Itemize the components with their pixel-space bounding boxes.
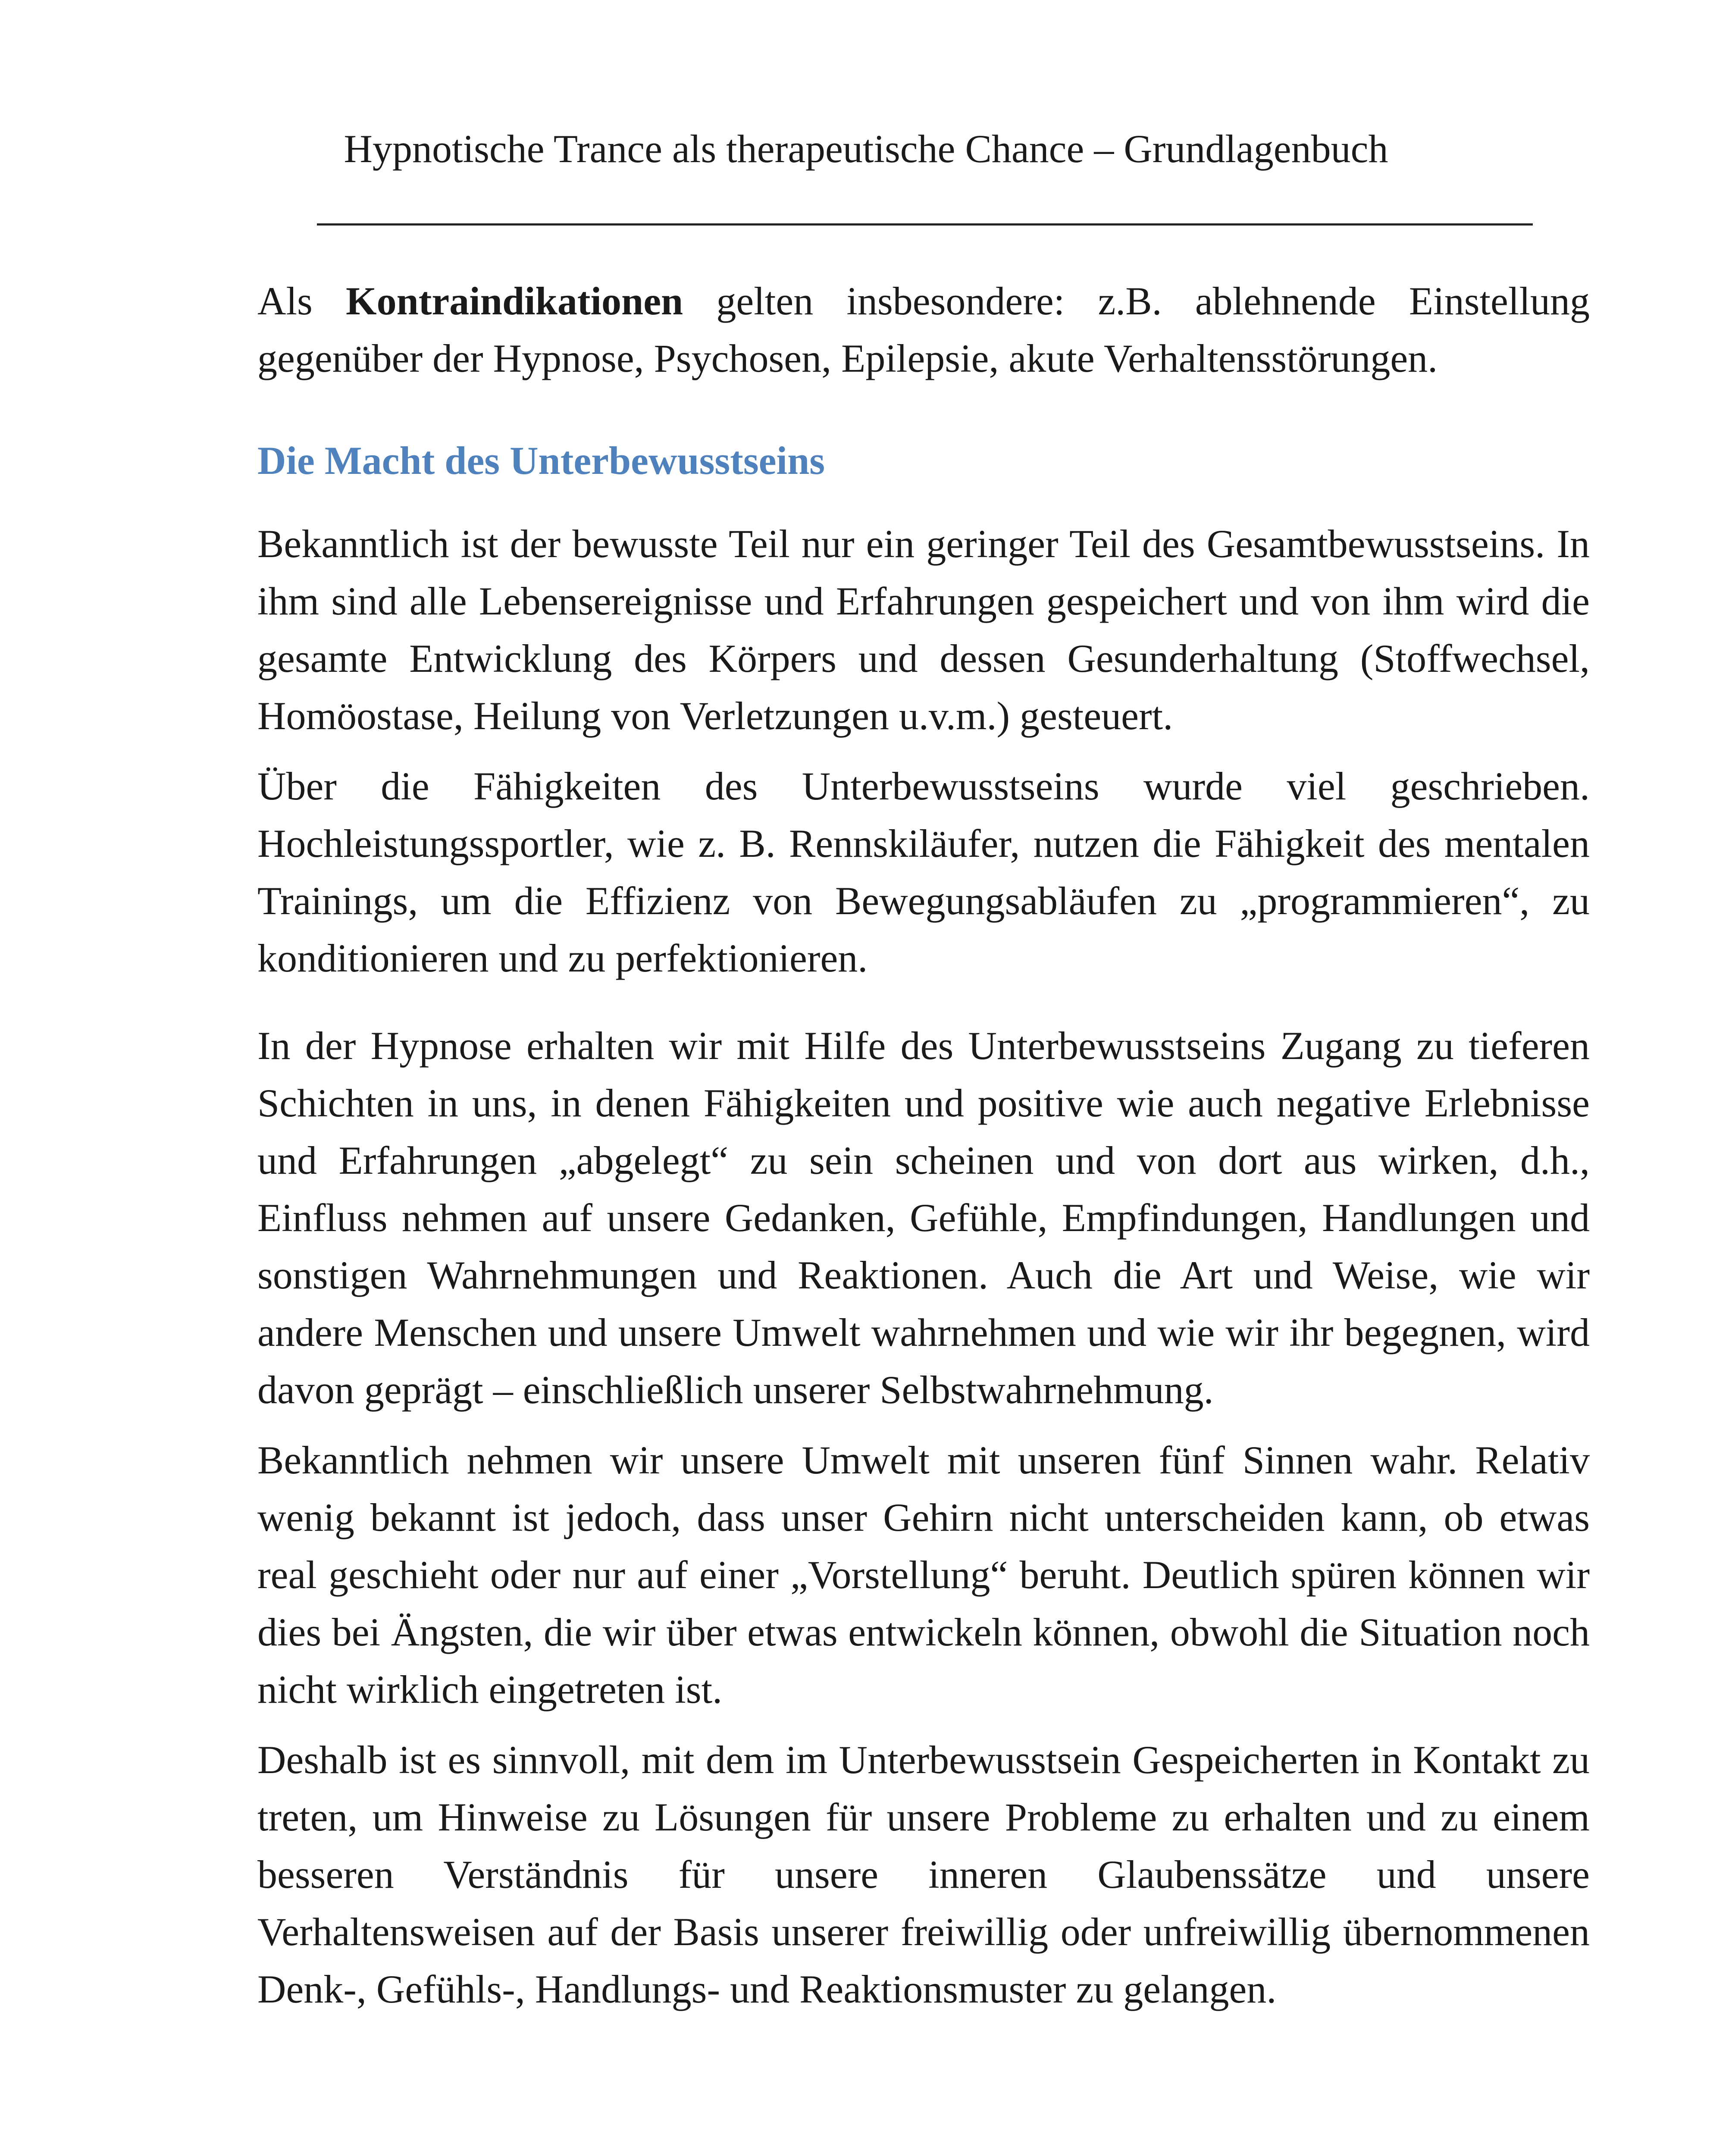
paragraph-1: Bekanntlich ist der bewusste Teil nur ein geringer Teil des Gesamtbewusstseins. In ihm sind alle Lebensereignisse und Erfahrungen gespeichert und von ihm wird die gesamte Entwicklung des Körpers und dessen Gesunderhaltung (Stoffwechsel, Homöostase, Heilung von Verletzungen u.v.m.) gesteuert. xyxy=(257,522,1590,738)
section-heading: Die Macht des Unterbewusstseins xyxy=(257,439,825,483)
contraindications-term: Kontraindikationen xyxy=(346,279,683,323)
paragraph-2: Über die Fähigkeiten des Unterbewusstseins wurde viel geschrieben. Hochleistungssportler, wie z. B. Rennskiläufer, nutzen die Fähigkeit des mentalen Trainings, um die Effizienz von Bewegungsabläufen zu „programmieren“, zu konditionieren und zu perfektionieren. xyxy=(257,764,1590,980)
header-rule xyxy=(317,223,1533,226)
paragraph-5: Deshalb ist es sinnvoll, mit dem im Unterbewusstsein Gespeicherten in Kontakt zu treten, um Hinweise zu Lösungen für unsere Probleme zu erhalten und zu einem besseren Verständnis für unsere inneren Glaubenssätze und unsere Verhaltensweisen auf der Basis unserer freiwillig oder unfreiwillig übernommenen Denk-, Gefühls-, Handlungs- und Reaktionsmuster zu gelangen. xyxy=(257,1738,1590,2011)
intro-prefix: Als xyxy=(257,279,313,323)
intro-text: gelten insbesondere: z.B. ablehnende Einstellung gegenüber der Hypnose, Psychosen, Epilepsie, akute Verhaltensstörungen. xyxy=(257,279,1590,380)
body-text xyxy=(257,273,1590,2018)
paragraph-3: In der Hypnose erhalten wir mit Hilfe des Unterbewusstseins Zugang zu tieferen Schichten in uns, in denen Fähigkeiten und positive wie auch negative Erlebnisse und Erfahrungen „abgelegt“ zu sein scheinen und von dort aus wirken, d.h., Einfluss nehmen auf unsere Gedanken, Gefühle, Empfindungen, Handlungen und sonstigen Wahrnehmungen und Reaktionen. Auch die Art und Weise, wie wir andere Menschen und unsere Umwelt wahrnehmen und wie wir ihr begegnen, wird davon geprägt – einschließlich unserer Selbstwahrnehmung. xyxy=(257,1024,1590,1412)
intro-paragraph xyxy=(257,273,1590,387)
paragraph-4: Bekanntlich nehmen wir unsere Umwelt mit unseren fünf Sinnen wahr. Relativ wenig bekannt ist jedoch, dass unser Gehirn nicht unterscheiden kann, ob etwas real geschieht oder nur auf einer „Vorstellung“ beruht. Deutlich spüren können wir dies bei Ängsten, die wir über etwas entwickeln können, obwohl die Situation noch nicht wirklich eingetreten ist. xyxy=(257,1438,1590,1711)
running-header: Hypnotische Trance als therapeutische Chance – Grundlagenbuch xyxy=(344,127,1388,171)
